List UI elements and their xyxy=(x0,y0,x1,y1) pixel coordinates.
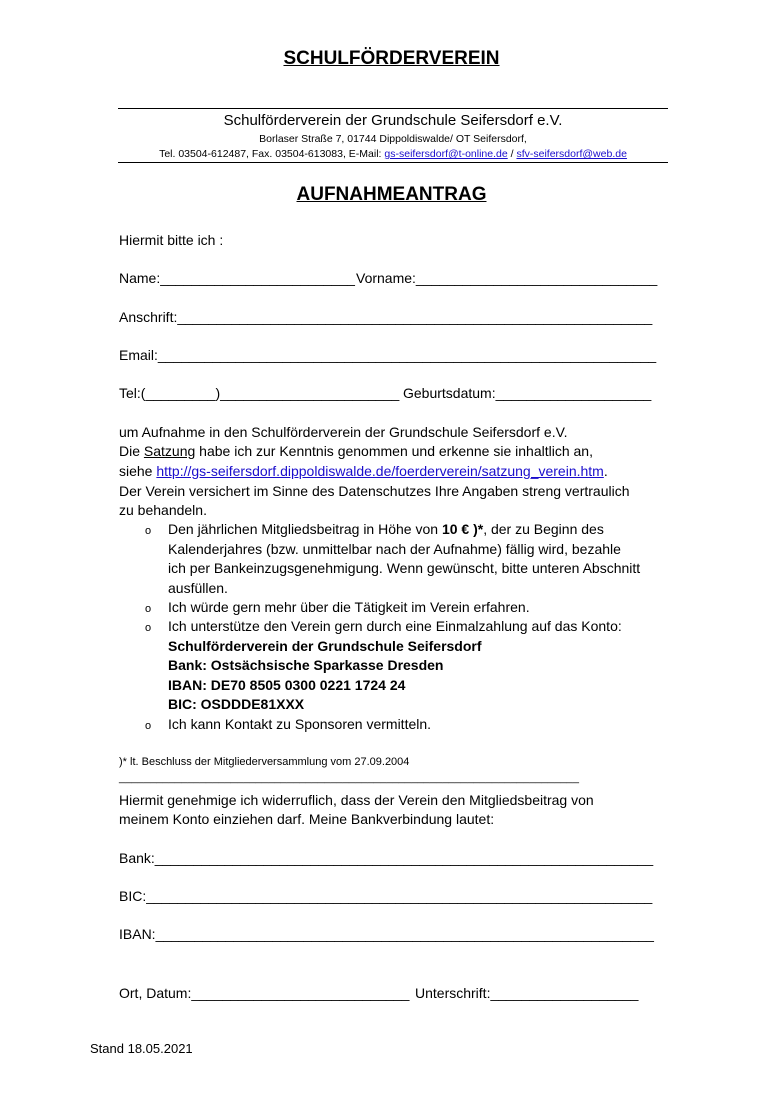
ort-datum-field[interactable]: Ort, Datum:____________________________ xyxy=(119,985,410,1001)
option-info-text: Ich würde gern mehr über die Tätigkeit im Verein erfahren. xyxy=(168,599,530,615)
intro-text: Hiermit bitte ich : xyxy=(119,232,224,248)
paragraph-text: siehe xyxy=(119,463,157,479)
account-holder: Schulförderverein der Grundschule Seifersdorf xyxy=(168,638,482,654)
option-beitrag-line-4: ausfüllen. xyxy=(168,580,228,596)
email-separator: / xyxy=(507,148,517,160)
email-link-school[interactable]: gs-seifersdorf@t-online.de xyxy=(384,148,508,160)
bic-field[interactable]: BIC:_________________________________________________________________ xyxy=(119,888,653,904)
email-field[interactable]: Email:________________________________________________________________ xyxy=(119,347,657,363)
checkbox-option-einmalzahlung[interactable]: o xyxy=(145,622,152,634)
option-einmalzahlung-text: Ich unterstütze den Verein gern durch eine Einmalzahlung auf das Konto: xyxy=(168,618,622,634)
satzung-link[interactable]: Satzung xyxy=(143,443,196,459)
option-amount: 10 € )* xyxy=(441,521,484,537)
paragraph-line-3 xyxy=(119,463,608,479)
iban-field[interactable]: IBAN:________________________________________________________________ xyxy=(119,926,654,942)
checkbox-option-info[interactable]: o xyxy=(145,603,152,615)
paragraph-text: habe ich zur Kenntnis genommen und erkenne sie inhaltlich an, xyxy=(195,443,593,459)
paragraph-line-4: Der Verein versichert im Sinne des Datenschutzes Ihre Angaben streng vertraulich xyxy=(119,483,630,499)
org-name: Schulförderverein der Grundschule Seifersdorf e.V. xyxy=(223,112,563,129)
form-heading: AUFNAHMEANTRAG xyxy=(296,184,487,205)
sepa-text-line-2: meinem Konto einziehen darf. Meine Bankverbindung lautet: xyxy=(119,811,495,827)
vorname-field[interactable]: Vorname:_______________________________ xyxy=(356,270,658,286)
letterhead-bottom-rule xyxy=(118,162,668,163)
account-bic: BIC: OSDDDE81XXX xyxy=(168,696,305,712)
tel-field[interactable]: Tel:(_________)_______________________ xyxy=(119,385,400,401)
page-title: SCHULFÖRDERVEREIN xyxy=(283,48,500,69)
option-beitrag-line-1 xyxy=(168,521,604,537)
option-sponsoren-text: Ich kann Kontakt zu Sponsoren vermitteln. xyxy=(168,716,432,732)
option-text: , der zu Beginn des xyxy=(483,521,604,537)
paragraph-text: Die xyxy=(119,443,144,459)
checkbox-option-sponsoren[interactable]: o xyxy=(145,720,152,732)
option-text: Den jährlichen Mitgliedsbeitrag in Höhe von xyxy=(168,521,442,537)
paragraph-line-2 xyxy=(119,443,593,459)
geburtsdatum-field[interactable]: Geburtsdatum:____________________ xyxy=(403,385,652,401)
account-iban: IBAN: DE70 8505 0300 0221 1724 24 xyxy=(168,677,406,693)
name-field[interactable]: Name:_________________________ xyxy=(119,270,355,286)
org-address: Borlaser Straße 7, 01744 Dippoldiswalde/ OT Seifersdorf, xyxy=(259,133,527,145)
paragraph-text: . xyxy=(603,463,608,479)
checkbox-option-beitrag[interactable]: o xyxy=(145,525,152,537)
account-bank: Bank: Ostsächsische Sparkasse Dresden xyxy=(168,657,444,673)
email-link-verein[interactable]: sfv-seifersdorf@web.de xyxy=(516,148,627,160)
footnote: )* lt. Beschluss der Mitgliederversammlung vom 27.09.2004 xyxy=(119,756,410,768)
contact-text: Tel. 03504-612487, Fax. 03504-613083, E-Mail: xyxy=(159,148,385,160)
stand-date: Stand 18.05.2021 xyxy=(90,1041,193,1056)
paragraph-line-1: um Aufnahme in den Schulförderverein der Grundschule Seifersdorf e.V. xyxy=(119,424,568,440)
sepa-text-line-1: Hiermit genehmige ich widerruflich, dass der Verein den Mitgliedsbeitrag von xyxy=(119,792,594,808)
bank-field[interactable]: Bank:________________________________________________________________ xyxy=(119,850,654,866)
paragraph-line-5: zu behandeln. xyxy=(119,502,207,518)
section-separator: __________________________________________________________________________ xyxy=(119,772,580,784)
letterhead-top-rule xyxy=(118,108,668,109)
option-beitrag-line-2: Kalenderjahres (bzw. unmittelbar nach der Aufnahme) fällig wird, bezahle xyxy=(168,541,621,557)
option-beitrag-line-3: ich per Bankeinzugsgenehmigung. Wenn gewünscht, bitte unteren Abschnitt xyxy=(168,560,641,576)
org-contact xyxy=(118,148,668,160)
satzung-url-link[interactable]: http://gs-seifersdorf.dippoldiswalde.de/foerderverein/satzung_verein.htm xyxy=(156,463,604,479)
unterschrift-field[interactable]: Unterschrift:___________________ xyxy=(415,985,639,1001)
anschrift-field[interactable]: Anschrift:_____________________________________________________________ xyxy=(119,309,653,325)
